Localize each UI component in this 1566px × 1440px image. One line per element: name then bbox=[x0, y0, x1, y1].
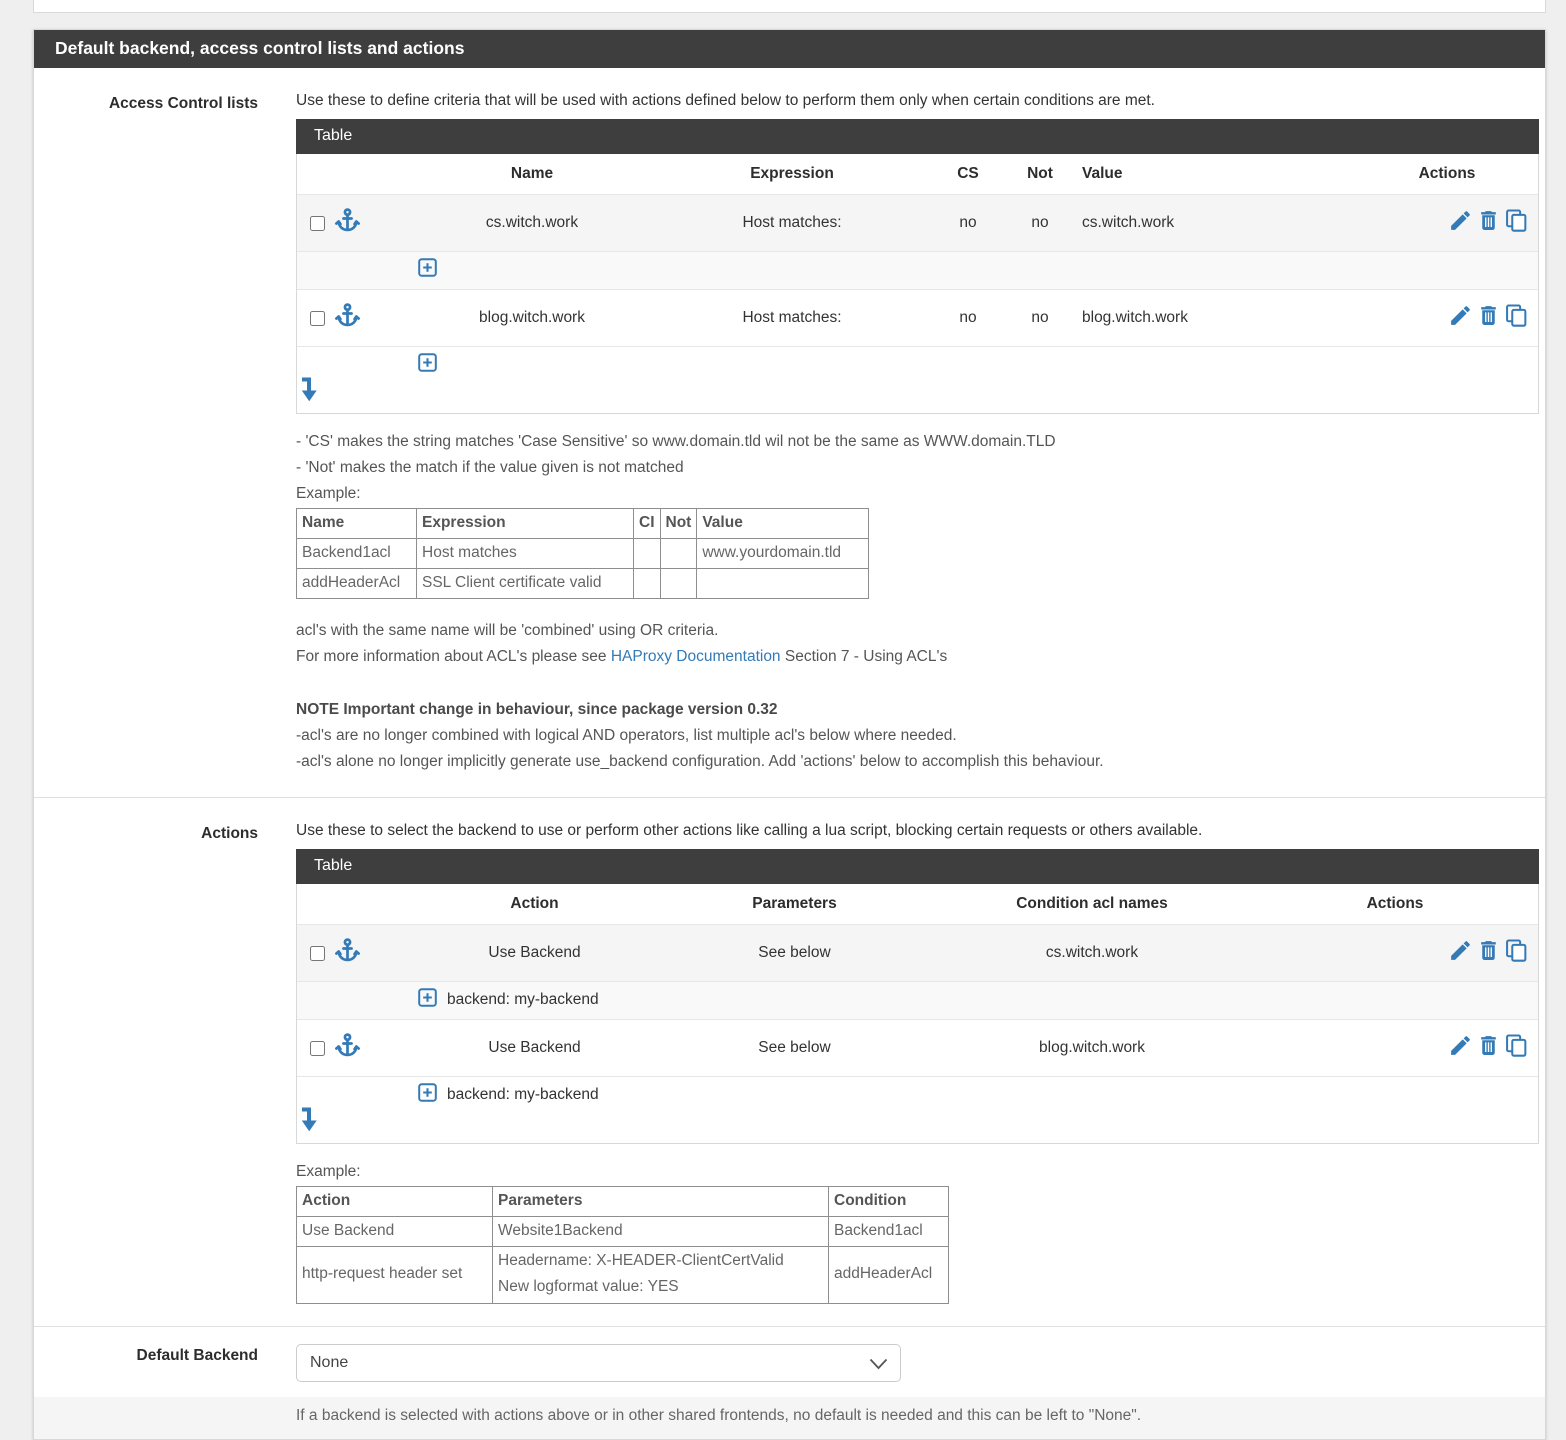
col-action: Action bbox=[510, 895, 559, 913]
actions-form-row bbox=[34, 798, 1545, 1325]
action-detail-row bbox=[297, 1077, 1538, 1144]
section-title: Default backend, access control lists and actions bbox=[55, 38, 465, 58]
col-parameters: Parameters bbox=[752, 895, 837, 913]
acl-label: Access Control lists bbox=[108, 95, 258, 112]
actions-table bbox=[296, 884, 1539, 1144]
acl-table bbox=[296, 154, 1539, 414]
action-backend-detail: backend: my-backend bbox=[447, 991, 599, 1009]
add-action-icon[interactable] bbox=[418, 1083, 437, 1107]
acl-row-checkbox[interactable] bbox=[310, 311, 325, 326]
acl-note-cs: - 'CS' makes the string matches 'Case Sensitive' so www.domain.tld wil not be the same as WWW.domain.TLD bbox=[296, 433, 1056, 450]
add-action-icon[interactable] bbox=[418, 988, 437, 1012]
copy-icon[interactable] bbox=[1504, 208, 1529, 238]
more-info-suffix: Section 7 - Using ACL's bbox=[780, 648, 948, 666]
action-condition: cs.witch.work bbox=[1045, 944, 1139, 962]
level-down-arrow-icon[interactable] bbox=[300, 376, 320, 408]
acl-row-checkbox[interactable] bbox=[310, 216, 325, 231]
acl-combined-note: acl's with the same name will be 'combined' using OR criteria. bbox=[296, 622, 719, 640]
default-backend-label: Default Backend bbox=[136, 1346, 258, 1364]
actions-header-row bbox=[297, 884, 1538, 925]
action-row-checkbox[interactable] bbox=[310, 946, 325, 961]
acl-expression: Host matches: bbox=[742, 214, 842, 231]
actions-description: Use these to select the backend to use or perform other actions like calling a lua script, blocking certain requests or others available. bbox=[296, 822, 1203, 840]
acl-note-line: -acl's are no longer combined with logical AND operators, list multiple acl's below where needed. bbox=[296, 727, 957, 745]
action-parameters: See below bbox=[758, 1039, 831, 1057]
acl-note-line: -acl's alone no longer implicitly generate use_backend configuration. Add 'actions' below to accomplish this behaviour. bbox=[296, 753, 1104, 771]
acl-form-row bbox=[34, 68, 1545, 797]
actions-example-row: http-request header set Headername: X-HEADER-ClientCertValid New logformat value: YES addHeaderAcl bbox=[297, 1247, 949, 1303]
col-not: Not bbox=[1027, 165, 1053, 182]
acl-add-row bbox=[297, 347, 1538, 414]
acl-header-row bbox=[297, 154, 1538, 195]
default-backend-row bbox=[34, 1327, 1545, 1382]
default-backend-help: If a backend is selected with actions above or in other shared frontends, no default is needed and this can be left to "None". bbox=[34, 1397, 1545, 1439]
action-detail-row bbox=[297, 982, 1538, 1020]
ex-col-not: Not bbox=[660, 509, 697, 539]
action-row-checkbox[interactable] bbox=[310, 1041, 325, 1056]
add-acl-icon[interactable] bbox=[418, 258, 437, 282]
acl-add-row bbox=[297, 252, 1538, 290]
edit-icon[interactable] bbox=[1448, 938, 1473, 968]
acl-table-row bbox=[297, 290, 1538, 347]
action-backend-detail: backend: my-backend bbox=[447, 1086, 599, 1104]
anchor-icon[interactable] bbox=[334, 207, 361, 239]
acl-cs: no bbox=[959, 309, 977, 326]
default-backend-select[interactable] bbox=[296, 1344, 901, 1382]
acl-name: blog.witch.work bbox=[479, 309, 585, 326]
acl-example-row: addHeaderAcl SSL Client certificate valid bbox=[297, 569, 869, 599]
ex-col-ci: CI bbox=[634, 509, 661, 539]
action-condition: blog.witch.work bbox=[1039, 1039, 1145, 1057]
add-acl-icon[interactable] bbox=[418, 353, 437, 377]
ex-col-action: Action bbox=[297, 1187, 493, 1217]
col-name: Name bbox=[510, 165, 554, 182]
action-parameters: See below bbox=[758, 944, 831, 962]
col-value: Value bbox=[1082, 165, 1123, 182]
actions-table-title: Table bbox=[314, 857, 353, 875]
actions-table-heading bbox=[296, 849, 1539, 884]
edit-icon[interactable] bbox=[1448, 303, 1473, 333]
section-header bbox=[34, 30, 1545, 68]
more-info-prefix: For more information about ACL's please see bbox=[296, 648, 611, 666]
copy-icon[interactable] bbox=[1504, 1033, 1529, 1063]
acl-example-table bbox=[296, 508, 869, 599]
actions-label: Actions bbox=[201, 825, 258, 843]
col-cs: CS bbox=[957, 165, 979, 182]
ex-col-parameters: Parameters bbox=[493, 1187, 829, 1217]
acl-example-row: Backend1acl Host matches www.yourdomain.tld bbox=[297, 539, 869, 569]
action-table-row bbox=[297, 925, 1538, 982]
acl-value: cs.witch.work bbox=[1082, 214, 1175, 231]
edit-icon[interactable] bbox=[1448, 208, 1473, 238]
action-name: Use Backend bbox=[488, 944, 581, 962]
acl-not: no bbox=[1031, 309, 1049, 326]
action-name: Use Backend bbox=[488, 1039, 581, 1057]
delete-icon[interactable] bbox=[1476, 303, 1501, 333]
ex-col-name: Name bbox=[297, 509, 417, 539]
anchor-icon[interactable] bbox=[334, 937, 361, 969]
previous-section-bottom bbox=[33, 0, 1546, 13]
acl-not: no bbox=[1031, 214, 1049, 231]
acl-table-row bbox=[297, 195, 1538, 252]
acl-more-info bbox=[296, 644, 1539, 670]
haproxy-documentation-link[interactable]: HAProxy Documentation bbox=[610, 648, 781, 666]
acl-table-title: Table bbox=[314, 127, 353, 144]
actions-example-label: Example: bbox=[296, 1163, 361, 1181]
ex-col-condition: Condition bbox=[829, 1187, 949, 1217]
acl-value: blog.witch.work bbox=[1082, 309, 1188, 326]
copy-icon[interactable] bbox=[1504, 938, 1529, 968]
delete-icon[interactable] bbox=[1476, 938, 1501, 968]
delete-icon[interactable] bbox=[1476, 1033, 1501, 1063]
ex-col-value: Value bbox=[697, 509, 869, 539]
anchor-icon[interactable] bbox=[334, 1032, 361, 1064]
actions-example-row: Use Backend Website1Backend Backend1acl bbox=[297, 1217, 949, 1247]
acl-expression: Host matches: bbox=[742, 309, 842, 326]
level-down-arrow-icon[interactable] bbox=[300, 1106, 320, 1138]
actions-example-table bbox=[296, 1186, 949, 1303]
acl-note-title: NOTE Important change in behaviour, since package version 0.32 bbox=[296, 701, 778, 719]
col-condition: Condition acl names bbox=[1016, 895, 1168, 913]
acl-table-heading bbox=[296, 119, 1539, 154]
acl-description: Use these to define criteria that will be used with actions defined below to perform them only when certain conditions are met. bbox=[296, 92, 1155, 109]
ex-col-expression: Expression bbox=[417, 509, 634, 539]
col-expression: Expression bbox=[750, 165, 834, 182]
anchor-icon[interactable] bbox=[334, 302, 361, 334]
col-actions: Actions bbox=[1366, 895, 1424, 913]
acl-note-not: - 'Not' makes the match if the value given is not matched bbox=[296, 459, 684, 477]
col-actions: Actions bbox=[1418, 165, 1476, 182]
acl-cs: no bbox=[959, 214, 977, 231]
delete-icon[interactable] bbox=[1476, 208, 1501, 238]
haproxy-frontend-card bbox=[33, 29, 1546, 1440]
acl-example-label: Example: bbox=[296, 485, 361, 503]
action-table-row bbox=[297, 1020, 1538, 1077]
copy-icon[interactable] bbox=[1504, 303, 1529, 333]
edit-icon[interactable] bbox=[1448, 1033, 1473, 1063]
acl-name: cs.witch.work bbox=[485, 214, 579, 231]
